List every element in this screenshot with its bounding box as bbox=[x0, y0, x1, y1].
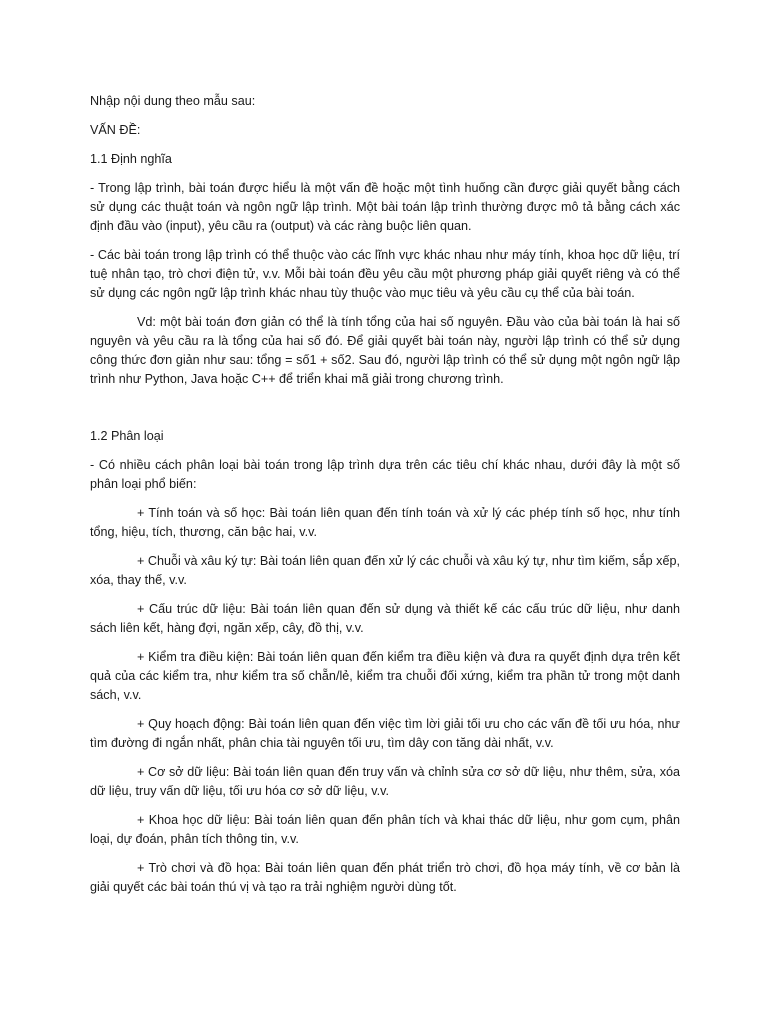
problem-label: VẤN ĐỀ: bbox=[90, 123, 141, 137]
document-page bbox=[90, 92, 680, 907]
intro-line: Nhập nội dung theo mẫu sau: bbox=[90, 94, 256, 108]
classification-item: + Cơ sở dữ liệu: Bài toán liên quan đến truy vấn và chỉnh sửa cơ sở dữ liệu, như thêm, sửa, xóa dữ liệu, truy vấn dữ liệu, tối ưu hóa cơ sở dữ liệu, v.v. bbox=[90, 765, 680, 798]
classification-item: + Cấu trúc dữ liệu: Bài toán liên quan đến sử dụng và thiết kế các cấu trúc dữ liệu, như danh sách liên kết, hàng đợi, ngăn xếp, cây, đồ thị, v.v. bbox=[90, 602, 680, 635]
classification-item: + Chuỗi và xâu ký tự: Bài toán liên quan đến xử lý các chuỗi và xâu ký tự, như tìm kiếm, sắp xếp, xóa, thay thế, v.v. bbox=[90, 554, 680, 587]
classification-item: + Quy hoạch động: Bài toán liên quan đến việc tìm lời giải tối ưu cho các vấn đề tối ưu hóa, như tìm đường đi ngắn nhất, phân chia tài nguyên tối ưu, tìm dây con tăng dài nhất, v.v. bbox=[90, 717, 680, 750]
definition-paragraph: - Trong lập trình, bài toán được hiểu là một vấn đề hoặc một tình huống cần được giải quyết bằng cách sử dụng các thuật toán và ngôn ngữ lập trình. Một bài toán lập trình thường được mô tả bằng cách xác định đầu vào (input), yêu cầu ra (output) và các ràng buộc liên quan. bbox=[90, 181, 680, 233]
classification-item: + Khoa học dữ liệu: Bài toán liên quan đến phân tích và khai thác dữ liệu, như gom cụm, phân loại, dự đoán, phân tích thông tin, v.v. bbox=[90, 813, 680, 846]
classification-item: + Trò chơi và đồ họa: Bài toán liên quan đến phát triển trò chơi, đồ họa máy tính, về cơ bản là giải quyết các bài toán thú vị và tạo ra trải nghiệm người dùng tốt. bbox=[90, 861, 680, 894]
example-paragraph: Vd: một bài toán đơn giản có thể là tính tổng của hai số nguyên. Đầu vào của bài toán là hai số nguyên và yêu cầu ra là tổng của hai số đó. Để giải quyết bài toán này, người lập trình có thể sử dụng công thức đơn giản như sau: tổng = số1 + số2. Sau đó, người lập trình có thể sử dụng một ngôn ngữ lập trình như Python, Java hoặc C++ để triển khai mã giải trong chương trình. bbox=[90, 315, 680, 386]
domains-paragraph: - Các bài toán trong lập trình có thể thuộc vào các lĩnh vực khác nhau như máy tính, khoa học dữ liệu, trí tuệ nhân tạo, trò chơi điện tử, v.v. Mỗi bài toán đều yêu cầu một phương pháp giải quyết riêng và có thể sử dụng các ngôn ngữ lập trình khác nhau tùy thuộc vào mục tiêu và yêu cầu cụ thể của bài toán. bbox=[90, 248, 680, 300]
section-1-heading: 1.1 Định nghĩa bbox=[90, 152, 172, 166]
classification-item: + Tính toán và số học: Bài toán liên quan đến tính toán và xử lý các phép tính số học, như tính tổng, hiệu, tích, thương, căn bậc hai, v.v. bbox=[90, 506, 680, 539]
classification-intro: - Có nhiều cách phân loại bài toán trong lập trình dựa trên các tiêu chí khác nhau, dưới đây là một số phân loại phổ biến: bbox=[90, 458, 680, 491]
classification-item: + Kiểm tra điều kiện: Bài toán liên quan đến kiểm tra điều kiện và đưa ra quyết định dựa trên kết quả của các kiểm tra, như kiểm tra số chẵn/lẻ, kiểm tra chuỗi đối xứng, kiểm tra phần tử trong một danh sách, v.v. bbox=[90, 650, 680, 702]
section-2-heading: 1.2 Phân loại bbox=[90, 429, 164, 443]
